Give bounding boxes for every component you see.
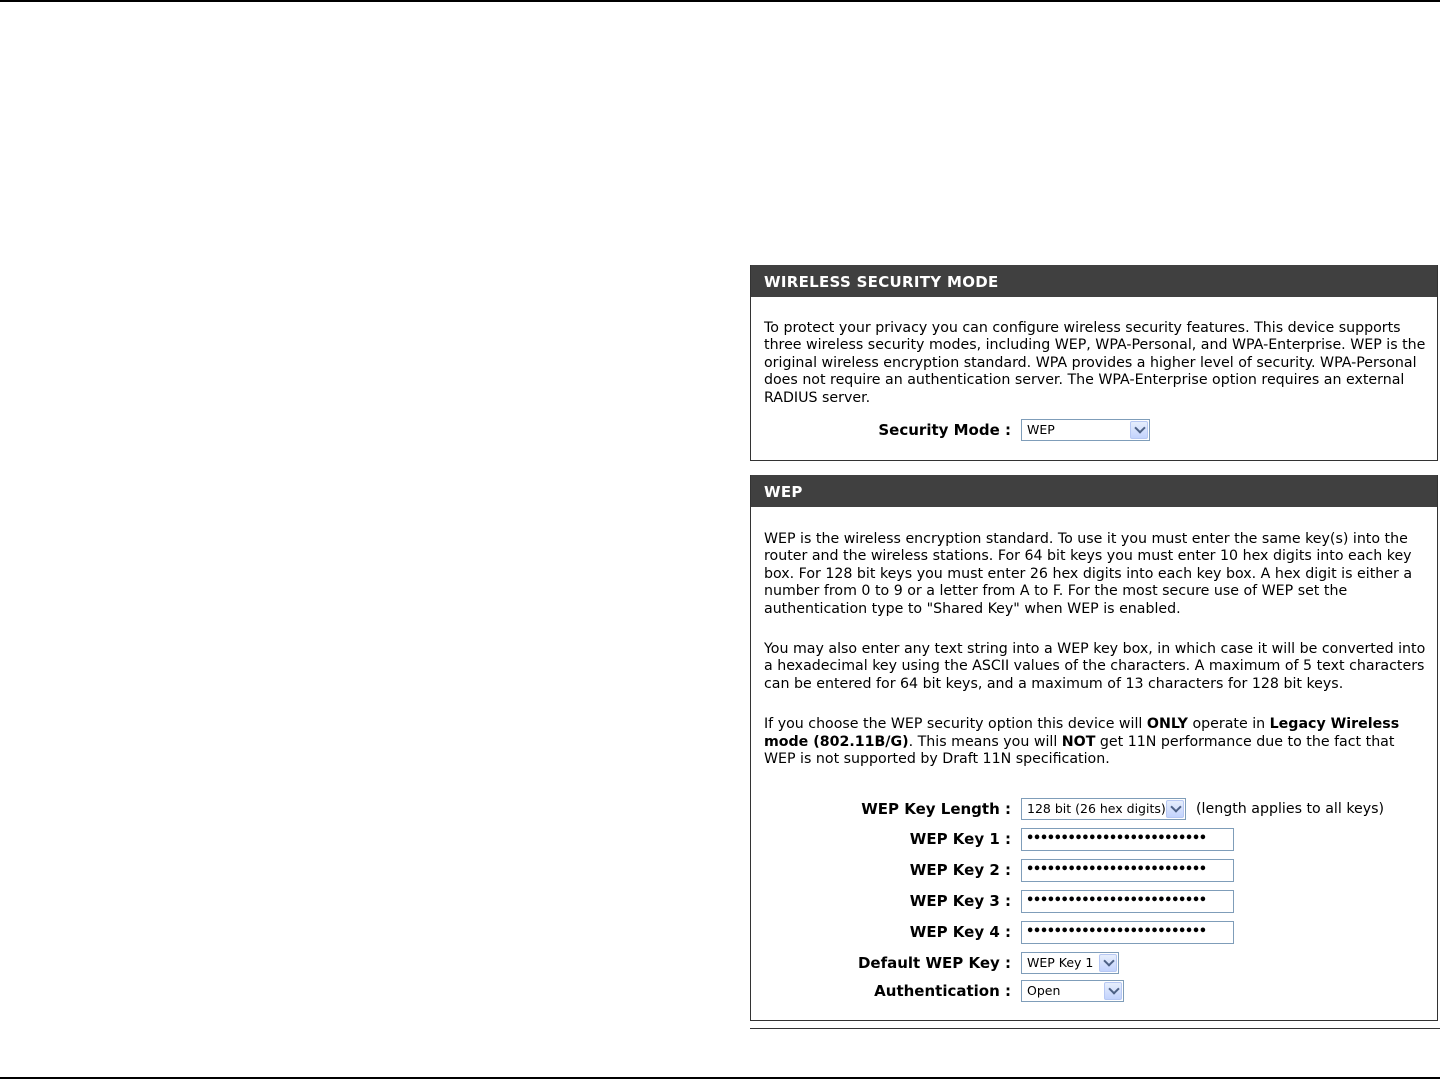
wep-key-1-row bbox=[751, 828, 1437, 852]
wep-key-2-input[interactable]: •••••••••••••••••••••••••• bbox=[1021, 859, 1234, 882]
default-wep-key-select[interactable] bbox=[1021, 952, 1119, 974]
wep-description-3 bbox=[764, 716, 1427, 768]
wep-description-2: You may also enter any text string into a WEP key box, in which case it will be converted into a hexadecimal key using the ASCII values of the characters. A maximum of 5 text characters can be entered for 64 bit keys, and a maximum of 13 characters for 128 bit keys. bbox=[764, 641, 1426, 692]
wep-note-legacy-mode: Legacy Wireless mode (802.11B/G) bbox=[764, 716, 1400, 750]
divider bbox=[750, 1028, 1440, 1029]
security-mode-description: To protect your privacy you can configure wireless security features. This device supports three wireless security modes, including WEP, WPA-Personal, and WPA-Enterprise. WEP is the original wireless encryption standard. WPA provides a higher level of security. WPA-Personal does not require an authentication server. The WPA-Enterprise option requires an external RADIUS server. bbox=[764, 320, 1426, 406]
wep-note-text: . This means you will bbox=[908, 733, 1062, 750]
wep-key-3-input[interactable]: •••••••••••••••••••••••••• bbox=[1021, 890, 1234, 913]
wep-note-text: get 11N performance due to the fact that WEP is not supported by Draft 11N specification. bbox=[764, 733, 1395, 768]
chevron-down-icon[interactable] bbox=[1104, 982, 1122, 1000]
wep-key-2-label: WEP Key 2 : bbox=[909, 861, 1011, 879]
wep-note-text: operate in bbox=[1187, 716, 1270, 733]
wep-key-4-input[interactable]: •••••••••••••••••••••••••• bbox=[1021, 921, 1234, 944]
wep-key-1-input[interactable]: •••••••••••••••••••••••••• bbox=[1021, 828, 1234, 851]
authentication-label: Authentication : bbox=[874, 982, 1011, 1000]
wep-key-length-row bbox=[751, 798, 1437, 822]
wep-key-length-label: WEP Key Length : bbox=[861, 800, 1011, 818]
security-mode-label: Security Mode : bbox=[878, 421, 1011, 439]
wep-key-length-select[interactable] bbox=[1021, 798, 1186, 820]
wep-note-only: ONLY bbox=[1146, 716, 1188, 733]
wep-key-3-label: WEP Key 3 : bbox=[909, 892, 1011, 910]
authentication-value: Open bbox=[1027, 983, 1061, 998]
wep-key-4-label: WEP Key 4 : bbox=[909, 923, 1011, 941]
default-wep-key-label: Default WEP Key : bbox=[857, 954, 1011, 972]
wireless-security-mode-panel bbox=[750, 265, 1438, 461]
wep-key-1-label: WEP Key 1 : bbox=[909, 830, 1011, 848]
panel-title-wep: WEP bbox=[751, 475, 1437, 507]
key-length-note: (length applies to all keys) bbox=[1196, 801, 1385, 817]
wep-description-1: WEP is the wireless encryption standard. To use it you must enter the same key(s) into the router and the wireless stations. For 64 bit keys you must enter 10 hex digits into each key box. For 128 bit keys you must enter 26 hex digits into each key box. A hex digit is either a number from 0 to 9 or a letter from A to F. For the most secure use of WEP set the authentication type to "Shared Key" when WEP is enabled. bbox=[764, 531, 1413, 617]
panel-title-security-mode: WIRELESS SECURITY MODE bbox=[751, 265, 1437, 297]
wep-panel bbox=[750, 475, 1438, 1021]
authentication-row bbox=[751, 980, 1437, 1004]
chevron-down-icon[interactable] bbox=[1130, 421, 1148, 439]
chevron-down-icon[interactable] bbox=[1099, 954, 1117, 972]
wep-key-2-row bbox=[751, 859, 1437, 883]
wep-note-text: If you choose the WEP security option this device will bbox=[764, 716, 1147, 733]
wep-key-length-value: 128 bit (26 hex digits) bbox=[1027, 801, 1166, 816]
default-wep-key-value: WEP Key 1 bbox=[1027, 955, 1094, 970]
security-mode-value: WEP bbox=[1027, 422, 1055, 437]
security-mode-select[interactable] bbox=[1021, 419, 1150, 441]
security-mode-row bbox=[751, 419, 1437, 443]
wep-note-not: NOT bbox=[1061, 733, 1096, 750]
bottom-border-line bbox=[0, 1077, 1440, 1079]
authentication-select[interactable] bbox=[1021, 980, 1124, 1002]
wep-key-3-row bbox=[751, 890, 1437, 914]
chevron-down-icon[interactable] bbox=[1166, 800, 1184, 818]
default-wep-key-row bbox=[751, 952, 1437, 976]
top-border-line bbox=[0, 0, 1440, 2]
wep-key-4-row bbox=[751, 921, 1437, 945]
